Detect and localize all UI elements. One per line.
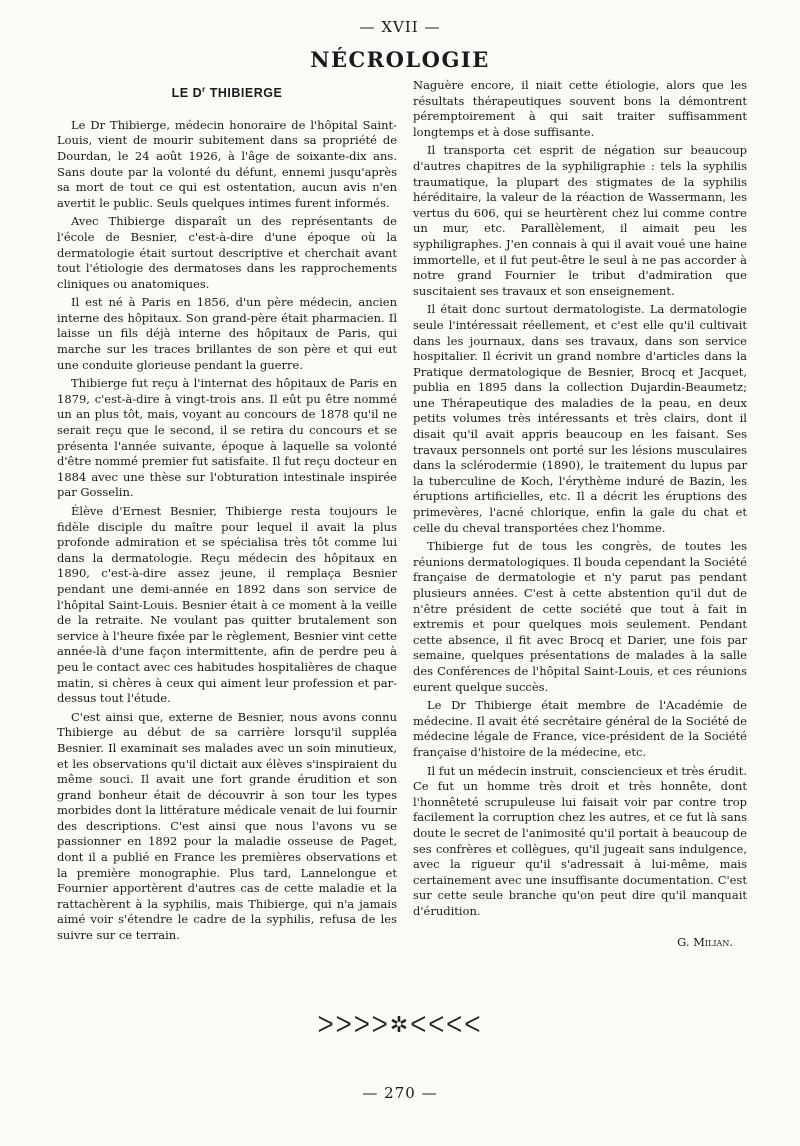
ornament-divider: ᐳᐳᐳᐳ✲ᐸᐸᐸᐸ (317, 1013, 483, 1038)
right-column (413, 78, 747, 951)
left-column (57, 78, 397, 947)
paragraph: Il est né à Paris en 1856, d'un père médecin, ancien interne des hôpitaux. Son grand-père était pharmacien. Il laisse un fils déjà interne des hôpitaux de Paris, qui marche sur les traces brillantes de son père et qui eut une conduite glorieuse pendant la guerre. (57, 295, 397, 372)
paragraph: Naguère encore, il niait cette étiologie, alors que les résultats thérapeutiques souvent bons la démontrent péremptoirement à qui sait traiter suffisamment longtemps et à dose suffisante. (413, 78, 747, 139)
paragraph: Il transporta cet esprit de négation sur beaucoup d'autres chapitres de la syphiligraphie : tels la syphilis traumatique, la plupart des stigmates de la syphilis héréditaire, la valeur de la réaction de Wassermann, les vertus du 606, qui se heurtèrent chez lui comme contre un mur, etc. Parallèlement, il aimait peu les syphiligraphes. J'en connais à qui il avait voué une haine immortelle, et il fut peut-être le seul à ne pas accorder à notre grand Fournier le tribut d'admiration que suscitaient ses travaux et son enseignement. (413, 143, 747, 298)
paragraph: Élève d'Ernest Besnier, Thibierge resta toujours le fidèle disciple du maître pour lequel il avait la plus profonde admiration et se spécialisa très tôt comme lui dans la dermatologie. Reçu médecin des hôpitaux en 1890, c'est-à-dire assez jeune, il remplaça Besnier pendant une demi-année en 1892 dans son service de l'hôpital Saint-Louis. Besnier était à ce moment à la veille de la retraite. Ne voulant pas quitter brutalement son service à l'heure fixée par le règlement, Besnier vint cette année-là d'une façon intermittente, afin de perdre peu à peu le contact avec ces habitudes hospitalières de chaque matin, si chères à ceux qui aiment leur profession et par-dessus tout l'étude. (57, 504, 397, 706)
paragraph: Thibierge fut reçu à l'internat des hôpitaux de Paris en 1879, c'est-à-dire à vingt-trois ans. Il eût pu être nommé un an plus tôt, mais, voyant au concours de 1878 qu'il ne serait reçu que le second, il se retira du concours et se présenta l'année suivante, époque à laquelle sa volonté d'être nommé premier fut satisfaite. Il fut reçu docteur en 1884 avec une thèse sur l'obturation intestinale inspirée par Gosselin. (57, 376, 397, 500)
paragraph: C'est ainsi que, externe de Besnier, nous avons connu Thibierge au début de sa carrière lorsqu'il suppléa Besnier. Il examinait ses malades avec un soin minutieux, et les observations qu'il dictait aux élèves s'inspiraient du même souci. Il avait une fort grande érudition et son grand bonheur était de découvrir à son tour les types morbides dont la littérature médicale venait de lui fournir des descriptions. C'est ainsi que nous l'avons vu se passionner en 1892 pour la maladie osseuse de Paget, dont il a publié en France les premières observations et la première monographie. Plus tard, Lannelongue et Fournier apportèrent d'autres cas de cette maladie et la rattachèrent à la syphilis, mais Thibierge, qui n'a jamais aimé voir s'étendre le cadre de la syphilis, refusa de les suivre sur ce terrain. (57, 709, 397, 943)
paragraph: Avec Thibierge disparaît un des représentants de l'école de Besnier, c'est-à-dire d'une époque où la dermatologie était surtout descriptive et cherchait avant tout l'étiologie des dermatoses dans les rapprochements cliniques ou anatomiques. (57, 214, 397, 291)
article-title-sup: r (202, 85, 206, 94)
article-title (57, 82, 397, 102)
paragraph: Le Dr Thibierge était membre de l'Académie de médecine. Il avait été secrétaire général de la Société de médecine légale de France, vice-président de la Société française d'histoire de la médecine, etc. (413, 698, 747, 759)
article-title-prefix: LE D (171, 86, 203, 101)
paragraph: Thibierge fut de tous les congrès, de toutes les réunions dermatologiques. Il bouda cependant la Société française de dermatologie et n'y parut pas pendant plusieurs années. C'est à cette abstention qu'il dut de n'être président de cette société que tout à fait in extremis et pour quelques mois seulement. Pendant cette absence, il fit avec Brocq et Darier, une fois par semaine, quelques présentations de malades à la salle des Conférences de l'hôpital Saint-Louis, et ces réunions eurent quelque succès. (413, 539, 747, 694)
paragraph: Il était donc surtout dermatologiste. La dermatologie seule l'intéressait réellement, et c'est elle qu'il cultivait dans les journaux, dans ses travaux, dans son service hospitalier. Il écrivit un grand nombre d'articles dans la Pratique dermatologique de Besnier, Brocq et Jacquet, publia en 1895 dans la collection Dujardin-Beaumetz; une Thérapeutique des maladies de la peau, en deux petits volumes très intéressants et très clairs, dont il disait qu'il avait appris beaucoup en les faisant. Ses travaux personnels ont porté sur les lésions musculaires dans la sclérodermie (1890), le traitement du lupus par la tuberculine de Koch, l'érythème induré de Bazin, les éruptions artificielles, etc. Il a décrit les éruptions des primevères, l'acné chlorique, enfin la gale du chat et celle du cheval transportées chez l'homme. (413, 302, 747, 535)
article-title-name: THIBIERGE (205, 86, 283, 101)
author-signature: G. Milian. (677, 935, 733, 950)
paragraph: Le Dr Thibierge, médecin honoraire de l'hôpital Saint-Louis, vient de mourir subitement dans sa propriété de Dourdan, le 24 août 1926, à l'âge de soixante-dix ans. Sans doute par la volonté du défunt, ennemi jusqu'après sa mort de tout ce qui est ostentation, aucun avis n'en avertit le public. Seuls quelques intimes furent informés. (57, 117, 397, 210)
page-number: — 270 — (362, 1084, 438, 1102)
roman-page-number: — XVII — (359, 18, 441, 36)
paragraph: Il fut un médecin instruit, consciencieux et très érudit. Ce fut un homme très droit et très honnête, dont l'honnêteté scrupuleuse lui faisait voir par contre trop facilement la corruption chez les autres, et ce fut là sans doute le secret de l'animosité qu'il portait à beaucoup de ses confrères et collègues, qu'il jugeait sans indulgence, avec la rigueur qu'il s'adressait à lui-même, mais certainement avec une insuffisante documentation. C'est sur cette seule branche qu'on peut dire qu'il manquait d'érudition. (413, 763, 747, 918)
section-title: NÉCROLOGIE (310, 47, 490, 72)
